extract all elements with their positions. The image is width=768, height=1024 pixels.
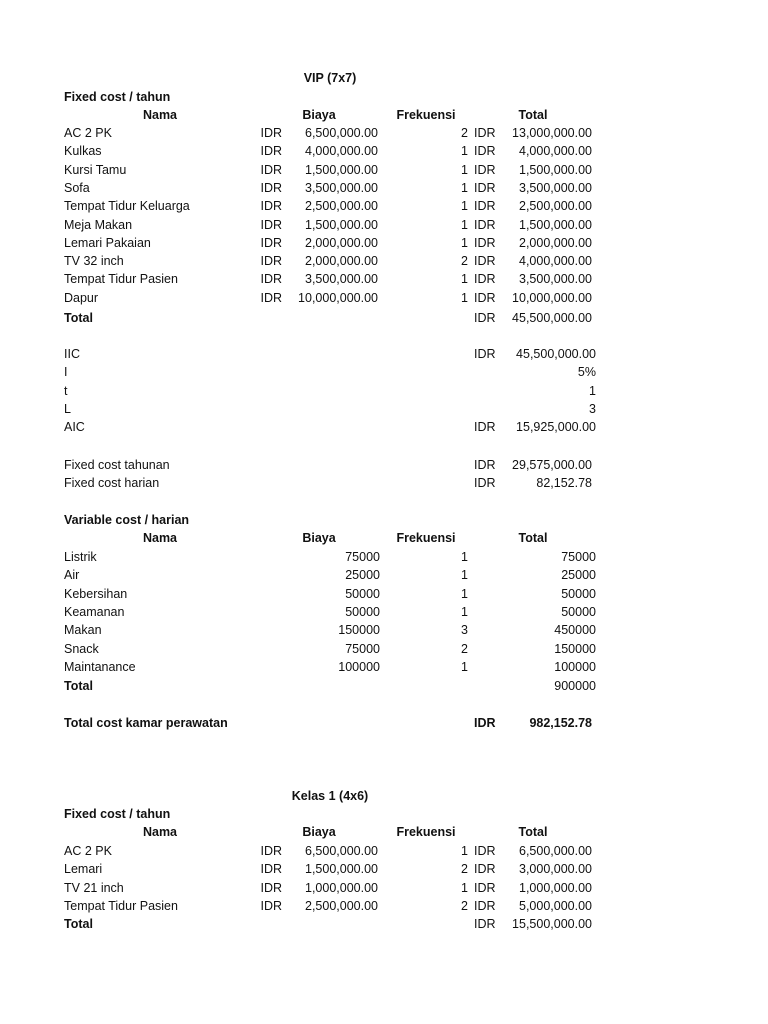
header-frekuensi: Frekuensi (396, 825, 456, 839)
item-name: Maintanance (64, 659, 136, 674)
item-total: 150000 (554, 641, 596, 656)
table-row (0, 842, 768, 860)
currency-label: IDR (474, 898, 496, 913)
currency-label: IDR (474, 880, 496, 895)
item-total: 1,000,000.00 (519, 880, 592, 895)
item-name: Tempat Tidur Keluarga (64, 199, 190, 214)
parameter-label: L (64, 401, 71, 416)
parameter-row (0, 400, 768, 418)
header-frekuensi: Frekuensi (396, 108, 456, 122)
parameter-value: 3 (589, 401, 596, 416)
item-frequency: 2 (461, 126, 468, 140)
item-total: 5,000,000.00 (519, 898, 592, 913)
kelas1-total-row (0, 915, 768, 933)
table-row (0, 252, 768, 270)
table-row (0, 142, 768, 160)
item-name: Snack (64, 641, 99, 656)
currency-label: IDR (260, 180, 282, 195)
item-cost: 3,500,000.00 (305, 180, 378, 195)
item-frequency: 1 (461, 235, 468, 250)
parameter-row (0, 382, 768, 400)
item-total: 25000 (561, 568, 596, 583)
item-frequency: 1 (461, 586, 468, 601)
item-cost: 4,000,000.00 (305, 144, 378, 159)
currency-label: IDR (474, 126, 496, 140)
table-row (0, 270, 768, 288)
item-frequency: 2 (461, 898, 468, 913)
vip-variable-total-label: Total (64, 679, 93, 693)
table-row (0, 860, 768, 878)
currency-label: IDR (474, 862, 496, 877)
item-frequency: 1 (461, 180, 468, 195)
currency-label: IDR (474, 235, 496, 250)
item-frequency: 1 (461, 659, 468, 674)
item-total: 450000 (554, 623, 596, 638)
item-cost: 100000 (338, 659, 380, 674)
currency-label: IDR (260, 235, 282, 250)
currency-label: IDR (260, 898, 282, 913)
item-frequency: 2 (461, 862, 468, 877)
item-name: Tempat Tidur Pasien (64, 272, 178, 287)
currency-label: IDR (474, 144, 496, 159)
item-name: AC 2 PK (64, 844, 112, 858)
table-row (0, 216, 768, 234)
currency-label: IDR (474, 272, 496, 287)
currency-label: IDR (260, 272, 282, 287)
item-cost: 1,500,000.00 (305, 162, 378, 177)
table-row (0, 234, 768, 252)
currency-label: IDR (474, 290, 496, 305)
header-total: Total (518, 531, 548, 545)
item-name: Tempat Tidur Pasien (64, 898, 178, 913)
table-row (0, 879, 768, 897)
item-frequency: 2 (461, 641, 468, 656)
item-total: 13,000,000.00 (512, 126, 592, 140)
table-row (0, 124, 768, 142)
item-cost: 6,500,000.00 (305, 126, 378, 140)
currency-label: IDR (260, 254, 282, 269)
parameter-label: I (64, 365, 68, 380)
parameter-value: 15,925,000.00 (516, 420, 596, 435)
summary-label: Fixed cost harian (64, 476, 160, 491)
currency-label: IDR (260, 144, 282, 159)
item-total: 4,000,000.00 (519, 144, 592, 159)
vip-variable-cost-label: Variable cost / harian (64, 513, 190, 527)
item-name: Lemari Pakaian (64, 235, 151, 250)
parameter-label: IIC (64, 347, 80, 361)
currency-label: IDR (260, 126, 282, 140)
item-name: Air (64, 568, 80, 583)
currency-label: IDR (474, 420, 496, 435)
item-total: 75000 (561, 550, 596, 564)
item-cost: 75000 (345, 550, 380, 564)
header-total: Total (518, 825, 548, 839)
vip-fixed-cost-label: Fixed cost / tahun (64, 90, 171, 104)
parameter-label: t (64, 383, 68, 398)
header-biaya: Biaya (302, 108, 336, 122)
item-frequency: 1 (461, 290, 468, 305)
grand-total-label: Total cost kamar perawatan (64, 716, 228, 730)
item-total: 3,000,000.00 (519, 862, 592, 877)
item-cost: 6,500,000.00 (305, 844, 378, 858)
vip-grand-total-row (0, 714, 768, 732)
currency-label: IDR (474, 180, 496, 195)
item-cost: 2,500,000.00 (305, 898, 378, 913)
parameter-label: AIC (64, 420, 85, 435)
item-frequency: 1 (461, 880, 468, 895)
kelas1-fixed-cost-label: Fixed cost / tahun (64, 807, 171, 821)
summary-row (0, 474, 768, 492)
item-frequency: 1 (461, 550, 468, 564)
currency-label: IDR (260, 862, 282, 877)
kelas1-header-row (0, 823, 768, 841)
table-row (0, 548, 768, 566)
vip-fixed-header-row (0, 106, 768, 124)
item-name: TV 21 inch (64, 880, 124, 895)
item-frequency: 1 (461, 199, 468, 214)
table-row (0, 179, 768, 197)
vip-section-title: VIP (7x7) (303, 71, 357, 85)
parameter-value: 5% (577, 365, 596, 380)
header-frekuensi: Frekuensi (396, 531, 456, 545)
currency-label: IDR (474, 347, 496, 361)
currency-label: IDR (474, 476, 496, 491)
item-total: 10,000,000.00 (512, 290, 592, 305)
item-name: AC 2 PK (64, 126, 112, 140)
item-frequency: 1 (461, 162, 468, 177)
parameter-value: 45,500,000.00 (516, 347, 596, 361)
table-row (0, 603, 768, 621)
item-total: 2,000,000.00 (519, 235, 592, 250)
item-total: 100000 (554, 659, 596, 674)
item-total: 3,500,000.00 (519, 272, 592, 287)
table-row (0, 289, 768, 307)
item-cost: 3,500,000.00 (305, 272, 378, 287)
currency-label: IDR (260, 199, 282, 214)
currency-label: IDR (474, 254, 496, 269)
item-total: 50000 (561, 604, 596, 619)
currency-label: IDR (474, 217, 496, 232)
kelas1-section-title: Kelas 1 (4x6) (291, 789, 369, 803)
item-total: 6,500,000.00 (519, 844, 592, 858)
summary-row (0, 456, 768, 474)
header-total: Total (518, 108, 548, 122)
vip-variable-total-value: 900000 (554, 679, 596, 693)
vip-fixed-total-value: 45,500,000.00 (512, 311, 592, 325)
parameter-row (0, 418, 768, 436)
item-name: Lemari (64, 862, 103, 877)
item-cost: 2,000,000.00 (305, 254, 378, 269)
item-name: Dapur (64, 290, 99, 305)
item-cost: 1,000,000.00 (305, 880, 378, 895)
item-frequency: 1 (461, 217, 468, 232)
item-name: TV 32 inch (64, 254, 124, 269)
vip-title-row (0, 69, 768, 87)
item-cost: 2,000,000.00 (305, 235, 378, 250)
item-frequency: 1 (461, 144, 468, 159)
item-cost: 25000 (345, 568, 380, 583)
currency-label: IDR (260, 162, 282, 177)
table-row (0, 897, 768, 915)
table-row (0, 197, 768, 215)
table-row (0, 640, 768, 658)
kelas1-total-value: 15,500,000.00 (512, 917, 592, 931)
item-name: Meja Makan (64, 217, 133, 232)
table-row (0, 566, 768, 584)
item-frequency: 1 (461, 604, 468, 619)
item-name: Kulkas (64, 144, 102, 159)
parameter-row (0, 345, 768, 363)
currency-label: IDR (260, 844, 282, 858)
header-nama: Nama (142, 531, 178, 545)
item-cost: 50000 (345, 604, 380, 619)
header-biaya: Biaya (302, 825, 336, 839)
currency-label: IDR (260, 880, 282, 895)
grand-total-value: 982,152.78 (529, 716, 592, 730)
item-cost: 75000 (345, 641, 380, 656)
item-total: 1,500,000.00 (519, 217, 592, 232)
table-row (0, 161, 768, 179)
currency-label: IDR (260, 290, 282, 305)
summary-label: Fixed cost tahunan (64, 458, 170, 472)
currency-label: IDR (260, 217, 282, 232)
kelas1-fixed-label-row (0, 805, 768, 823)
vip-variable-total-row (0, 677, 768, 695)
item-total: 1,500,000.00 (519, 162, 592, 177)
table-row (0, 585, 768, 603)
table-row (0, 658, 768, 676)
item-cost: 50000 (345, 586, 380, 601)
item-total: 50000 (561, 586, 596, 601)
header-nama: Nama (142, 825, 178, 839)
table-row (0, 621, 768, 639)
item-cost: 150000 (338, 623, 380, 638)
currency-label: IDR (474, 458, 496, 472)
item-name: Kursi Tamu (64, 162, 127, 177)
item-frequency: 1 (461, 844, 468, 858)
item-name: Kebersihan (64, 586, 128, 601)
item-cost: 10,000,000.00 (298, 290, 378, 305)
item-frequency: 1 (461, 272, 468, 287)
item-frequency: 1 (461, 568, 468, 583)
item-total: 3,500,000.00 (519, 180, 592, 195)
kelas1-title-row (0, 787, 768, 805)
summary-value: 29,575,000.00 (512, 458, 592, 472)
item-name: Makan (64, 623, 102, 638)
summary-value: 82,152.78 (536, 476, 592, 491)
vip-fixed-total-row (0, 309, 768, 327)
item-cost: 2,500,000.00 (305, 199, 378, 214)
item-name: Listrik (64, 550, 97, 564)
currency-label: IDR (474, 844, 496, 858)
header-nama: Nama (142, 108, 178, 122)
item-total: 2,500,000.00 (519, 199, 592, 214)
header-biaya: Biaya (302, 531, 336, 545)
currency-label: IDR (474, 162, 496, 177)
item-name: Sofa (64, 180, 90, 195)
vip-variable-header-row (0, 529, 768, 547)
item-cost: 1,500,000.00 (305, 217, 378, 232)
vip-fixed-total-currency: IDR (474, 311, 496, 325)
grand-total-currency: IDR (474, 716, 496, 730)
currency-label: IDR (474, 199, 496, 214)
item-frequency: 3 (461, 623, 468, 638)
kelas1-total-label: Total (64, 917, 93, 931)
item-name: Keamanan (64, 604, 125, 619)
item-total: 4,000,000.00 (519, 254, 592, 269)
parameter-row (0, 363, 768, 381)
vip-fixed-total-label: Total (64, 311, 93, 325)
vip-fixed-label-row (0, 88, 768, 106)
parameter-value: 1 (589, 383, 596, 398)
kelas1-total-currency: IDR (474, 917, 496, 931)
item-cost: 1,500,000.00 (305, 862, 378, 877)
item-frequency: 2 (461, 254, 468, 269)
vip-variable-label-row (0, 511, 768, 529)
